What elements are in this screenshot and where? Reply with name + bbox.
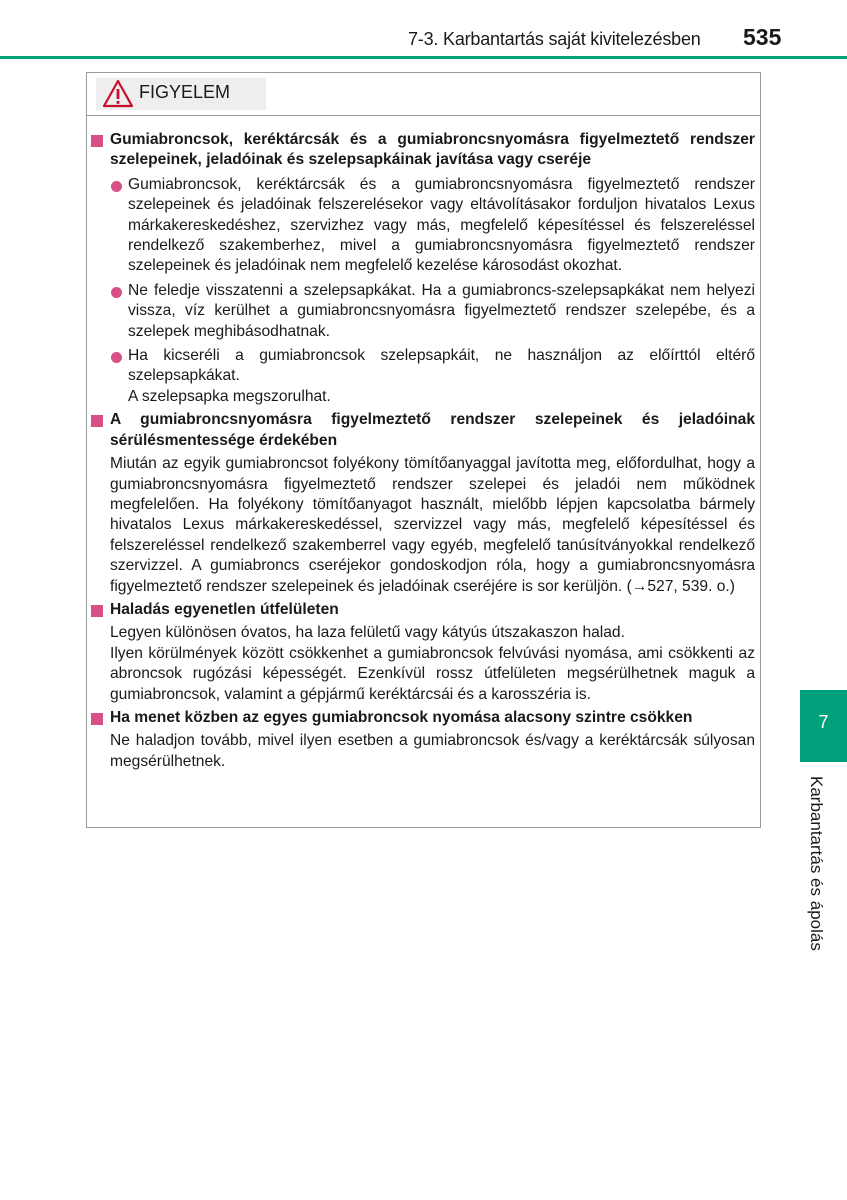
- section-title: 7-3. Karbantartás saját kivitelezésben: [408, 29, 701, 49]
- header-divider: [0, 56, 847, 59]
- circle-bullet-icon: [111, 287, 122, 298]
- section-sensor-protection: [90, 410, 755, 597]
- section-heading: Gumiabroncsok, keréktárcsák és a gumiabroncsnyomásra figyelmeztető rendszer szelepeinek, jeladóinak és szelepsapkáinak javítása vagy cseréje: [90, 130, 755, 171]
- section-heading: Haladás egyenetlen útfelületen: [90, 600, 755, 620]
- section-body: Legyen különösen óvatos, ha laza felületű vagy kátyús útszakaszon halad. Ilyen körülmények között csökkenhet a gumiabroncsok felvúvási nyomása, ami csökkenti az abroncsok rugózási képességét. Ezenkívül rossz útfelületen megsérülhetnek maguk a gumiabroncsok, valamint a gépjármű keréktárcsái és a karosszéria is.: [110, 624, 755, 703]
- list-item: Gumiabroncsok, keréktárcsák és a gumiabroncsnyomásra figyelmeztető rendszer szelepeinek és jeladóinak felszerelésekor vagy eltávolításakor forduljon hivatalos Lexus márkakereskedéshez, szervizhez vagy más, megfelelő képesítéssel és felszereléssel rendelkező szakemberhez, mivel a gumiabroncsnyomásra figyelmeztető rendszer szelepeinek és jeladóinak nem megfelelő kezelése károsodást okozhat.: [90, 175, 755, 277]
- square-bullet-icon: [91, 135, 103, 147]
- list-item: Ne feledje visszatenni a szelepsapkákat. Ha a gumiabroncs-szelepsapkákat nem helyezi vissza, víz kerülhet a gumiabroncsnyomásra figyelmeztető rendszer szelepébe, és a szelepek meghibásodhatnak.: [90, 281, 755, 342]
- section-rough-road: [90, 600, 755, 705]
- warning-content: [90, 127, 755, 772]
- section-body: Miután az egyik gumiabroncsot folyékony tömítőanyaggal javította meg, előfordulhat, hogy a gumiabroncsnyomásra figyelmeztető rendszer szelepei és jeladói nem működnek megfelelően. Ha folyékony tömítőanyagot használt, mielőbb lépjen kapcsolatba bármely hivatalos Lexus márkakereskedéssel, szervizzel vagy más, megfelelő képesítéssel és felszereléssel rendelkező szakemberrel vagy egyéb, megfelelő tanúsítványokkal rendelkező szervizzel. A gumiabroncs cseréjekor gondoskodjon róla, hogy a gumiabroncsnyomásra figyelmeztető rendszer szelepeinek és jeladóinak cseréjére is sor kerüljön. (→527, 539. o.): [110, 455, 755, 595]
- section-heading: A gumiabroncsnyomásra figyelmeztető rendszer szelepeinek és jeladóinak sérülésmentessége érdekében: [90, 410, 755, 451]
- square-bullet-icon: [91, 415, 103, 427]
- page-number: 535: [743, 24, 782, 50]
- chapter-number: 7: [818, 712, 829, 732]
- circle-bullet-icon: [111, 181, 122, 192]
- section-low-pressure: [90, 708, 755, 772]
- chapter-tab: [800, 690, 847, 762]
- section-body: Ne haladjon tovább, mivel ilyen esetben a gumiabroncsok és/vagy a keréktárcsák súlyosan megsérülhetnek.: [110, 732, 755, 770]
- warning-label: FIGYELEM: [139, 82, 231, 102]
- chapter-label: Karbantartás és ápolás: [807, 776, 826, 951]
- circle-bullet-icon: [111, 352, 122, 363]
- list-item: Ha kicseréli a gumiabroncsok szelepsapkáit, ne használjon az előírttól eltérő szelepsapkákat. A szelepsapka megszorulhat.: [90, 346, 755, 407]
- square-bullet-icon: [91, 713, 103, 725]
- square-bullet-icon: [91, 605, 103, 617]
- warning-triangle-icon: [102, 79, 134, 108]
- section-heading: Ha menet közben az egyes gumiabroncsok nyomása alacsony szintre csökken: [90, 708, 755, 728]
- section-repair: [90, 130, 755, 407]
